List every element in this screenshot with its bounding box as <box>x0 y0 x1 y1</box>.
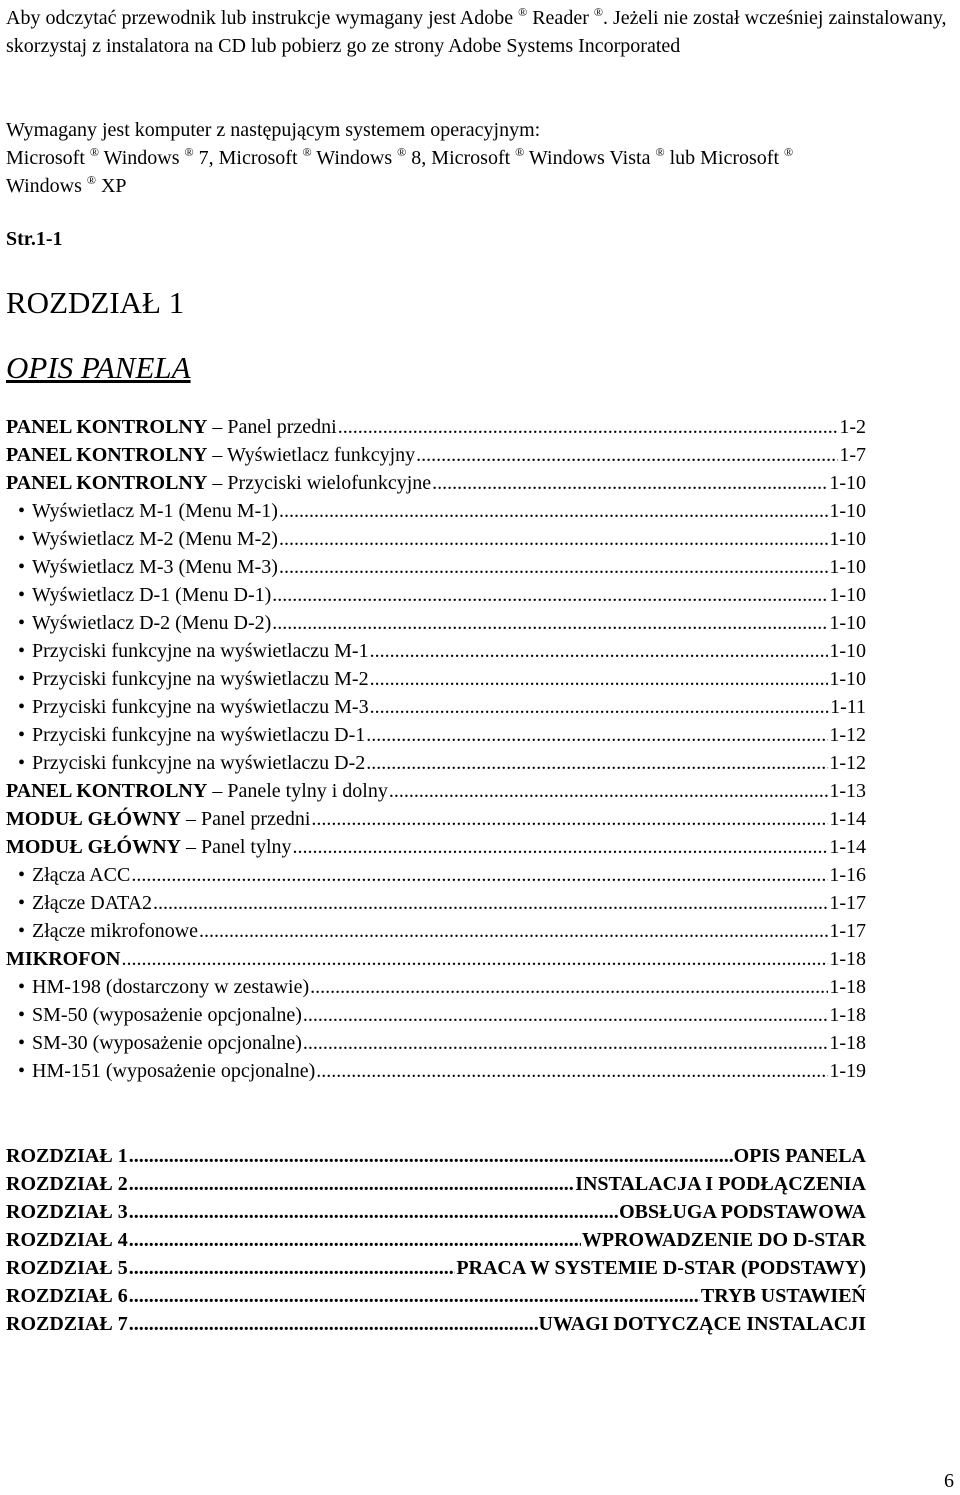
bullet-icon: • <box>18 892 26 914</box>
bullet-icon: • <box>18 696 26 718</box>
chapter-index-title: OBSŁUGA PODSTAWOWA <box>619 1201 866 1223</box>
toc-entry[interactable] <box>6 472 866 500</box>
dot-leader <box>129 1145 733 1168</box>
intro-text: . Jeżeli nie został wcześniej zainstalowany, skorzystaj z instalatora na CD lub pobierz go ze strony Adobe Systems Incorporated <box>6 7 947 57</box>
toc-entry[interactable] <box>6 1032 866 1060</box>
chapter-title: OPIS PANELA <box>6 350 191 385</box>
toc-entry-label: PANEL KONTROLNY – Panele tylny i dolny <box>6 780 388 802</box>
toc-entry-page: 1-10 <box>829 500 866 522</box>
toc-entry-label: • Przyciski funkcyjne na wyświetlaczu M-1 <box>18 640 369 662</box>
dot-leader <box>316 1060 828 1083</box>
toc-entry[interactable] <box>6 976 866 1004</box>
toc-entry-label: • Wyświetlacz M-1 (Menu M-1) <box>18 500 278 522</box>
chapter-index-label: ROZDZIAŁ 2 <box>6 1173 128 1195</box>
dot-leader <box>293 836 829 859</box>
intro-paragraph <box>6 4 960 60</box>
table-of-contents <box>6 416 866 1088</box>
toc-entry-page: 1-10 <box>829 528 866 550</box>
dot-leader <box>432 472 828 495</box>
toc-entry[interactable] <box>6 668 866 696</box>
toc-entry[interactable] <box>6 500 866 528</box>
bullet-icon: • <box>18 556 26 578</box>
toc-entry[interactable] <box>6 416 866 444</box>
toc-entry-label: • Złącza ACC <box>18 864 131 886</box>
bullet-icon: • <box>18 920 26 942</box>
toc-entry[interactable] <box>6 1060 866 1088</box>
chapter-heading: ROZDZIAŁ 1 <box>6 285 185 320</box>
toc-entry[interactable] <box>6 640 866 668</box>
dot-leader <box>129 1201 618 1224</box>
dot-leader <box>303 1004 828 1027</box>
bullet-icon: • <box>18 640 26 662</box>
bullet-icon: • <box>18 1004 26 1026</box>
toc-entry-label: • Wyświetlacz M-2 (Menu M-2) <box>18 528 278 550</box>
dot-leader <box>370 668 829 691</box>
dot-leader <box>279 500 828 523</box>
toc-entry-page: 1-18 <box>829 1032 866 1054</box>
dot-leader <box>153 892 828 915</box>
registered-icon: ® <box>593 5 603 19</box>
intro-text: Aby odczytać przewodnik lub instrukcje wymagany jest Adobe <box>6 7 514 29</box>
chapter-index-entry[interactable] <box>6 1229 866 1257</box>
chapter-index-entry[interactable] <box>6 1145 866 1173</box>
toc-entry-label: • Przyciski funkcyjne na wyświetlaczu D-1 <box>18 724 366 746</box>
toc-entry[interactable] <box>6 724 866 752</box>
os-list-cont: Windows ® XP <box>6 173 127 197</box>
toc-entry[interactable] <box>6 836 866 864</box>
dot-leader <box>121 948 828 971</box>
dot-leader <box>129 1313 538 1336</box>
registered-icon: ® <box>184 145 194 159</box>
dot-leader <box>129 1285 700 1308</box>
toc-entry-page: 1-14 <box>829 836 866 858</box>
toc-entry-label: MODUŁ GŁÓWNY – Panel przedni <box>6 808 311 830</box>
dot-leader <box>129 1229 581 1252</box>
dot-leader <box>338 416 839 439</box>
toc-entry-label: • Złącze mikrofonowe <box>18 920 199 942</box>
toc-entry[interactable] <box>6 808 866 836</box>
toc-entry-label: • Złącze DATA2 <box>18 892 153 914</box>
registered-icon: ® <box>784 145 794 159</box>
toc-entry-page: 1-17 <box>829 920 866 942</box>
chapter-index <box>6 1145 866 1341</box>
registered-icon: ® <box>86 173 96 187</box>
registered-icon: ® <box>302 145 312 159</box>
toc-entry-label: PANEL KONTROLNY – Panel przedni <box>6 416 337 438</box>
toc-entry-label: • Przyciski funkcyjne na wyświetlaczu M-2 <box>18 668 369 690</box>
bullet-icon: • <box>18 864 26 886</box>
requirements-text: Wymagany jest komputer z następującym systemem operacyjnym: <box>6 119 541 141</box>
chapter-index-entry[interactable] <box>6 1173 866 1201</box>
dot-leader <box>279 556 828 579</box>
chapter-index-title: INSTALACJA I PODŁĄCZENIA <box>575 1173 866 1195</box>
toc-entry-label: • SM-50 (wyposażenie opcjonalne) <box>18 1004 302 1026</box>
dot-leader <box>272 584 828 607</box>
chapter-index-label: ROZDZIAŁ 1 <box>6 1145 128 1167</box>
toc-entry[interactable] <box>6 1004 866 1032</box>
bullet-icon: • <box>18 752 26 774</box>
toc-entry-label: • HM-198 (dostarczony w zestawie) <box>18 976 310 998</box>
toc-entry-page: 1-10 <box>829 584 866 606</box>
os-list: Microsoft ® Windows ® 7, Microsoft ® Windows ® 8, Microsoft ® Windows Vista ® lub Microsoft ® <box>6 145 794 169</box>
bullet-icon: • <box>18 500 26 522</box>
chapter-index-label: ROZDZIAŁ 7 <box>6 1313 128 1335</box>
dot-leader <box>366 752 828 775</box>
chapter-index-title: TRYB USTAWIEŃ <box>700 1285 866 1307</box>
toc-entry-page: 1-7 <box>839 444 866 466</box>
toc-entry-page: 1-18 <box>829 948 866 970</box>
dot-leader <box>303 1032 828 1055</box>
toc-entry-page: 1-2 <box>839 416 866 438</box>
registered-icon: ® <box>515 145 525 159</box>
toc-entry-label: • Przyciski funkcyjne na wyświetlaczu D-2 <box>18 752 366 774</box>
toc-entry[interactable] <box>6 864 866 892</box>
toc-entry-page: 1-10 <box>829 612 866 634</box>
toc-entry-label: • HM-151 (wyposażenie opcjonalne) <box>18 1060 316 1082</box>
dot-leader <box>129 1257 456 1280</box>
bullet-icon: • <box>18 668 26 690</box>
chapter-index-label: ROZDZIAŁ 6 <box>6 1285 128 1307</box>
page-number: 6 <box>944 1470 954 1492</box>
toc-entry[interactable] <box>6 612 866 640</box>
toc-entry-page: 1-11 <box>830 696 866 718</box>
toc-entry-page: 1-19 <box>829 1060 866 1082</box>
toc-entry[interactable] <box>6 584 866 612</box>
toc-entry-page: 1-17 <box>829 892 866 914</box>
chapter-index-entry[interactable] <box>6 1257 866 1285</box>
toc-entry-page: 1-13 <box>829 780 866 802</box>
dot-leader <box>310 976 828 999</box>
toc-entry[interactable] <box>6 780 866 808</box>
toc-entry-page: 1-10 <box>829 668 866 690</box>
intro-text: Reader <box>527 7 589 29</box>
page-reference: Str.1-1 <box>6 228 63 250</box>
dot-leader <box>199 920 828 943</box>
chapter-index-label: ROZDZIAŁ 5 <box>6 1257 128 1279</box>
bullet-icon: • <box>18 976 26 998</box>
toc-entry-label: • Przyciski funkcyjne na wyświetlaczu M-3 <box>18 696 369 718</box>
dot-leader <box>366 724 828 747</box>
bullet-icon: • <box>18 724 26 746</box>
dot-leader <box>272 612 828 635</box>
chapter-index-entry[interactable] <box>6 1285 866 1313</box>
toc-entry-page: 1-16 <box>829 864 866 886</box>
bullet-icon: • <box>18 1032 26 1054</box>
dot-leader <box>370 640 829 663</box>
toc-entry[interactable] <box>6 696 866 724</box>
toc-entry[interactable] <box>6 948 866 976</box>
toc-entry[interactable] <box>6 920 866 948</box>
toc-entry-label: • Wyświetlacz D-1 (Menu D-1) <box>18 584 272 606</box>
toc-entry-page: 1-10 <box>829 640 866 662</box>
chapter-index-title: UWAGI DOTYCZĄCE INSTALACJI <box>538 1313 866 1335</box>
dot-leader <box>416 444 838 467</box>
toc-entry-label: PANEL KONTROLNY – Wyświetlacz funkcyjny <box>6 444 416 466</box>
bullet-icon: • <box>18 528 26 550</box>
chapter-index-title: WPROWADZENIE DO D-STAR <box>581 1229 866 1251</box>
toc-entry-label: • Wyświetlacz D-2 (Menu D-2) <box>18 612 272 634</box>
toc-entry[interactable] <box>6 556 866 584</box>
toc-entry-label: • Wyświetlacz M-3 (Menu M-3) <box>18 556 278 578</box>
registered-icon: ® <box>518 5 528 19</box>
chapter-index-label: ROZDZIAŁ 3 <box>6 1201 128 1223</box>
chapter-index-entry[interactable] <box>6 1313 866 1341</box>
toc-entry-page: 1-18 <box>829 1004 866 1026</box>
dot-leader <box>370 696 830 719</box>
toc-entry-page: 1-18 <box>829 976 866 998</box>
toc-entry-page: 1-14 <box>829 808 866 830</box>
dot-leader <box>279 528 828 551</box>
dot-leader <box>389 780 828 803</box>
toc-entry[interactable] <box>6 528 866 556</box>
registered-icon: ® <box>89 145 100 159</box>
toc-entry[interactable] <box>6 752 866 780</box>
chapter-index-title: OPIS PANELA <box>733 1145 866 1167</box>
toc-entry-label: MODUŁ GŁÓWNY – Panel tylny <box>6 836 292 858</box>
bullet-icon: • <box>18 612 26 634</box>
toc-entry-label: MIKROFON <box>6 948 121 970</box>
chapter-index-label: ROZDZIAŁ 4 <box>6 1229 128 1251</box>
bullet-icon: • <box>18 1060 26 1082</box>
toc-entry-page: 1-12 <box>829 752 866 774</box>
toc-entry-page: 1-12 <box>829 724 866 746</box>
toc-entry-page: 1-10 <box>829 556 866 578</box>
toc-entry-page: 1-10 <box>829 472 866 494</box>
registered-icon: ® <box>397 145 407 159</box>
toc-entry-label: • SM-30 (wyposażenie opcjonalne) <box>18 1032 302 1054</box>
dot-leader <box>129 1173 575 1196</box>
dot-leader <box>131 864 828 887</box>
registered-icon: ® <box>655 145 665 159</box>
toc-entry[interactable] <box>6 444 866 472</box>
os-requirements <box>6 116 960 200</box>
toc-entry[interactable] <box>6 892 866 920</box>
toc-entry-label: PANEL KONTROLNY – Przyciski wielofunkcyjne <box>6 472 432 494</box>
chapter-index-title: PRACA W SYSTEMIE D-STAR (PODSTAWY) <box>456 1257 866 1279</box>
chapter-index-entry[interactable] <box>6 1201 866 1229</box>
dot-leader <box>311 808 828 831</box>
bullet-icon: • <box>18 584 26 606</box>
